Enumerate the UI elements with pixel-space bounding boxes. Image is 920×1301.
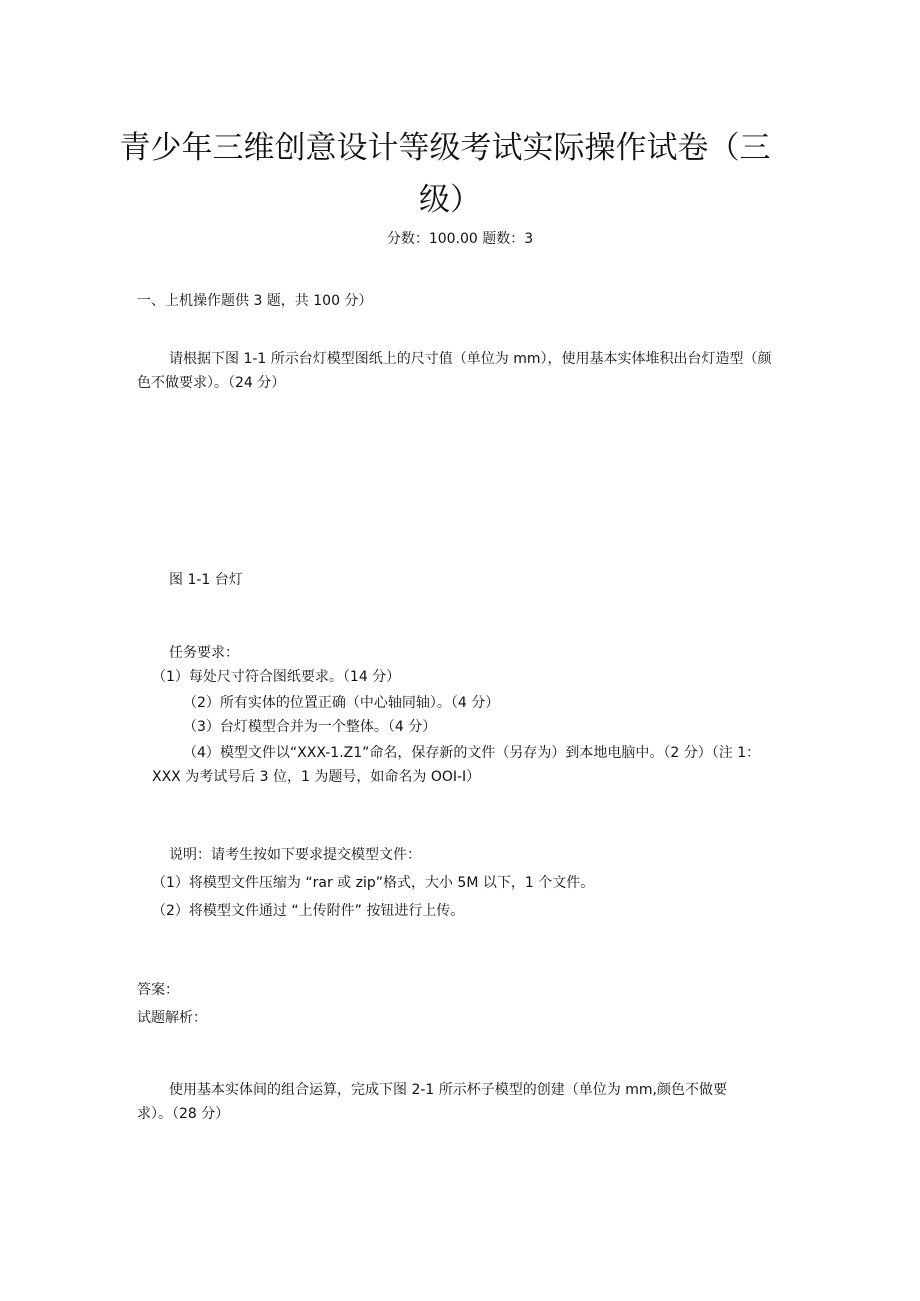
task-item: （3）台灯模型合并为一个整体。（4 分） bbox=[183, 719, 437, 735]
question-2-line-2: 求）。（28 分） bbox=[137, 1106, 230, 1122]
question-1-line-2: 色不做要求）。（24 分） bbox=[137, 375, 286, 391]
note-heading: 说明：请考生按如下要求提交模型文件： bbox=[169, 847, 421, 863]
note-item: （1）将模型文件压缩为 “rar 或 zip”格式，大小 5M 以下，1 个文件。 bbox=[152, 875, 595, 891]
answer-label: 答案： bbox=[137, 982, 179, 998]
section-heading: 一、上机操作题供 3 题，共 100 分） bbox=[137, 293, 373, 309]
note-item: （2）将模型文件通过 “上传附件” 按钮进行上传。 bbox=[152, 903, 465, 919]
task-item: （4）模型文件以“XXX-1.Z1”命名，保存新的文件（另存为）到本地电脑中。（2 分）（注 1： bbox=[183, 745, 761, 761]
task-item: （2）所有实体的位置正确（中心轴同轴）。（4 分） bbox=[183, 695, 500, 711]
task-item: XXX 为考试号后 3 位，1 为题号，如命名为 OOI-I） bbox=[152, 769, 481, 785]
title-line-2: 级） bbox=[419, 182, 481, 218]
question-2-line-1: 使用基本实体间的组合运算，完成下图 2-1 所示杯子模型的创建（单位为 mm,颜色不做要 bbox=[169, 1082, 727, 1098]
task-item: （1）每处尺寸符合图纸要求。（14 分） bbox=[152, 669, 401, 685]
figure-caption: 图 1-1 台灯 bbox=[169, 572, 243, 588]
question-1-line-1: 请根据下图 1-1 所示台灯模型图纸上的尺寸值（单位为 mm），使用基本实体堆积出台灯造型（颜 bbox=[169, 351, 772, 367]
title-line-1: 青少年三维创意设计等级考试实际操作试卷（三 bbox=[119, 130, 771, 166]
score-meta: 分数：100.00 题数：3 bbox=[386, 231, 534, 247]
task-heading: 任务要求： bbox=[169, 645, 239, 661]
analysis-label: 试题解析： bbox=[137, 1010, 207, 1026]
